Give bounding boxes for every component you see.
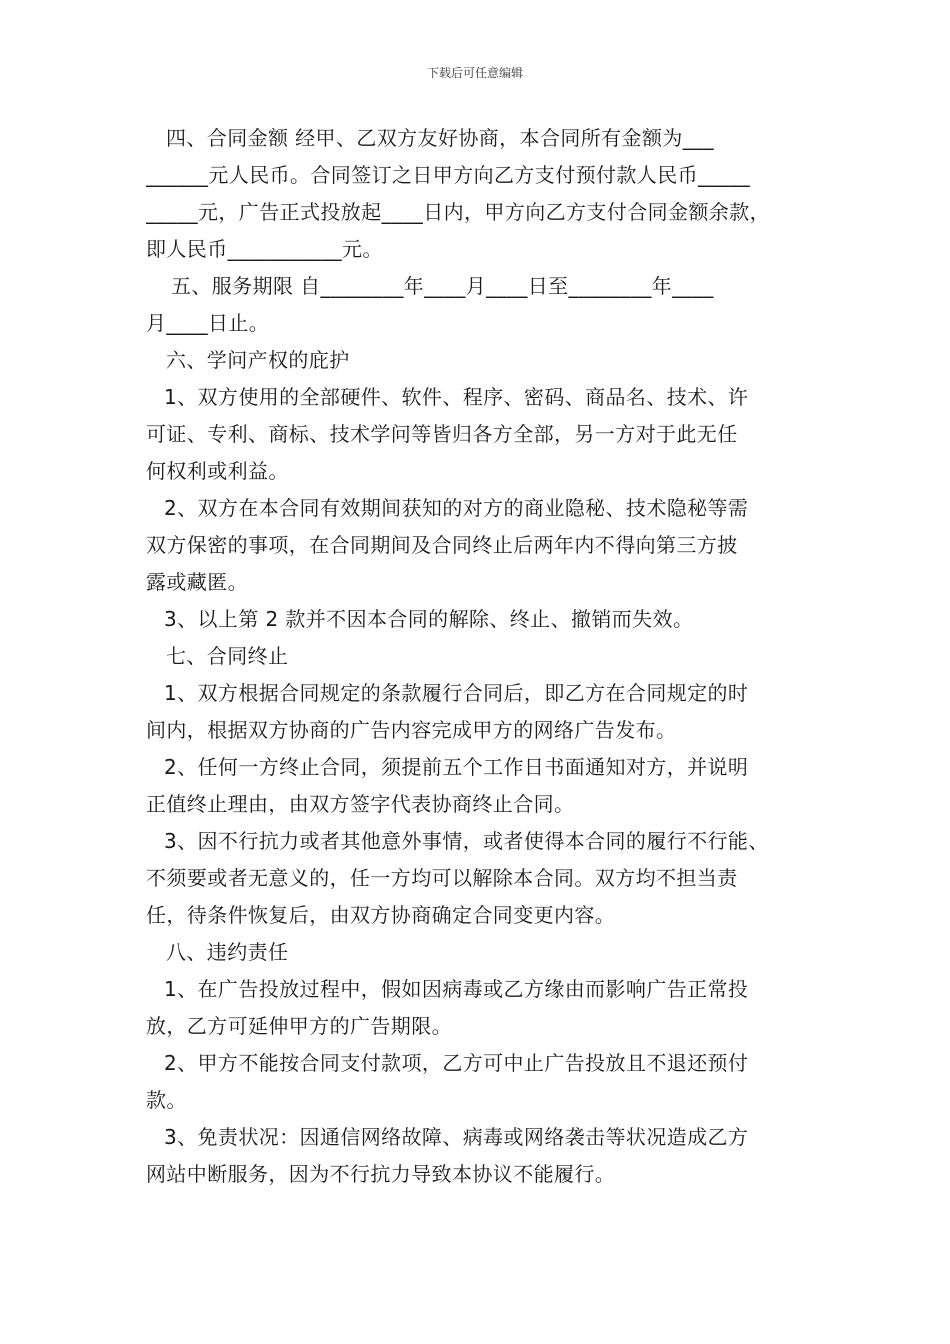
line-24: 1、在广告投放过程中，假如因病毒或乙方缘由而影响广告正常投 [164, 977, 749, 1001]
line-10: 何权利或利益。 [146, 459, 289, 483]
line-15: 七、合同终止 [166, 644, 289, 668]
line-3: _____元，广告正式投放起____日内，甲方向乙方支付合同金额余款， [146, 200, 770, 224]
line-18: 2、任何一方终止合同，须提前五个工作日书面通知对方，并说明 [164, 755, 749, 779]
line-1: 四、合同金额 经甲、乙双方友好协商，本合同所有金额为___ [166, 126, 714, 150]
line-25: 放，乙方可延伸甲方的广告期限。 [146, 1014, 452, 1038]
line-26: 2、甲方不能按合同支付款项，乙方可中止广告投放且不退还预付 [164, 1051, 749, 1075]
line-17: 间内，根据双方协商的广告内容完成甲方的网络广告发布。 [146, 718, 677, 742]
line-14: 3、以上第 2 款并不因本合同的解除、终止、撤销而失效。 [164, 607, 694, 631]
line-27: 款。 [146, 1088, 187, 1112]
line-5: 五、服务期限 自________年____月____日至________年____ [171, 274, 714, 298]
line-13: 露或藏匿。 [146, 570, 248, 594]
line-28: 3、免责状况：因通信网络故障、病毒或网络袭击等状况造成乙方 [164, 1125, 749, 1149]
line-19: 正值终止理由，由双方签字代表协商终止合同。 [146, 792, 575, 816]
line-9: 可证、专利、商标、技术学问等皆归各方全部，另一方对于此无任 [146, 422, 738, 446]
line-21: 不须要或者无意义的，任一方均可以解除本合同。双方均不担当责 [146, 866, 738, 890]
line-20: 3、因不行抗力或者其他意外事情，或者使得本合同的履行不行能、 [164, 829, 769, 853]
line-6: 月____日止。 [146, 311, 270, 335]
line-23: 八、违约责任 [166, 940, 289, 964]
line-22: 任，待条件恢复后，由双方协商确定合同变更内容。 [146, 903, 616, 927]
line-2: ______元人民币。合同签订之日甲方向乙方支付预付款人民币_____ [146, 163, 750, 187]
line-29: 网站中断服务，因为不行抗力导致本协议不能履行。 [146, 1162, 616, 1186]
line-11: 2、双方在本合同有效期间获知的对方的商业隐秘、技术隐秘等需 [164, 496, 749, 520]
line-4: 即人民币___________元。 [146, 237, 383, 261]
page-header: 下载后可任意编辑 [426, 66, 523, 80]
line-8: 1、双方使用的全部硬件、软件、程序、密码、商品名、技术、许 [164, 385, 749, 409]
line-12: 双方保密的事项，在合同期间及合同终止后两年内不得向第三方披 [146, 533, 738, 557]
line-7: 六、学问产权的庇护 [166, 348, 350, 372]
line-16: 1、双方根据合同规定的条款履行合同后，即乙方在合同规定的时 [164, 681, 749, 705]
document-body [146, 120, 814, 1193]
